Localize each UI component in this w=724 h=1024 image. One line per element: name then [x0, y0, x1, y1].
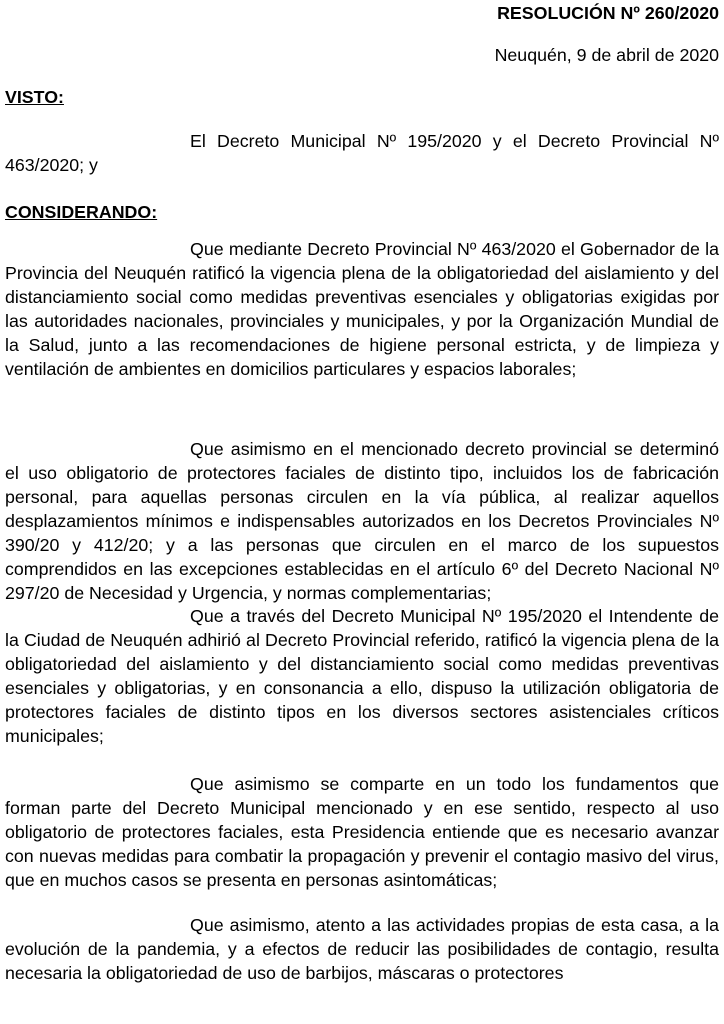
resolution-title: RESOLUCIÓN Nº 260/2020 — [497, 3, 719, 23]
considerando-heading: CONSIDERANDO: — [5, 202, 158, 222]
considerando-paragraph-5: Que asimismo, atento a las actividades propias de esta casa, a la evolución de la pandemia, y a efectos de reducir las posibilidades de contagio, resulta necesaria la obligatoriedad de uso de barbijos, máscaras o protectores — [5, 915, 719, 983]
considerando-paragraph-2: Que asimismo en el mencionado decreto provincial se determinó el uso obligatorio de protectores faciales de distinto tipo, incluidos los de fabricación personal, para aquellas personas circulen en la vía pública, al realizar aquellos desplazamientos mínimos e indispensables autorizados en los Decretos Provinciales Nº 390/20 y 412/20; y a las personas que circulen en el marco de los supuestos comprendidos en las excepciones establecidas en el artículo 6º del Decreto Nacional Nº 297/20 de Necesidad y Urgencia, y normas complementarias; — [5, 439, 719, 603]
considerando-paragraph-1: Que mediante Decreto Provincial Nº 463/2020 el Gobernador de la Provincia del Neuquén ratificó la vigencia plena de la obligatoriedad del aislamiento y del distanciamiento social como medidas preventivas esenciales y obligatorias exigidas por las autoridades nacionales, provinciales y municipales, y por la Organización Mundial de la Salud, junto a las recomendaciones de higiene personal estricta, y de limpieza y ventilación de ambientes en domicilios particulares y espacios laborales; — [5, 239, 719, 379]
considerando-paragraph-4: Que asimismo se comparte en un todo los fundamentos que forman parte del Decreto Municipal mencionado y en ese sentido, respecto al uso obligatorio de protectores faciales, esta Presidencia entiende que es necesario avanzar con nuevas medidas para combatir la propagación y prevenir el contagio masivo del virus, que en muchos casos se presenta en personas asintomáticas; — [5, 774, 719, 890]
considerando-paragraph-3: Que a través del Decreto Municipal Nº 195/2020 el Intendente de la Ciudad de Neuquén adhirió al Decreto Provincial referido, ratificó la vigencia plena de la obligatoriedad del aislamiento y del distanciamiento social como medidas preventivas esenciales y obligatorias, y en consonancia a ello, dispuso la utilización obligatoria de protectores faciales de distinto tipos en los diversos sectores asistenciales críticos municipales; — [5, 606, 719, 746]
visto-paragraph: El Decreto Municipal Nº 195/2020 y el Decreto Provincial Nº 463/2020; y — [5, 131, 719, 175]
place-date: Neuquén, 9 de abril de 2020 — [494, 45, 719, 65]
visto-heading: VISTO: — [5, 87, 64, 107]
